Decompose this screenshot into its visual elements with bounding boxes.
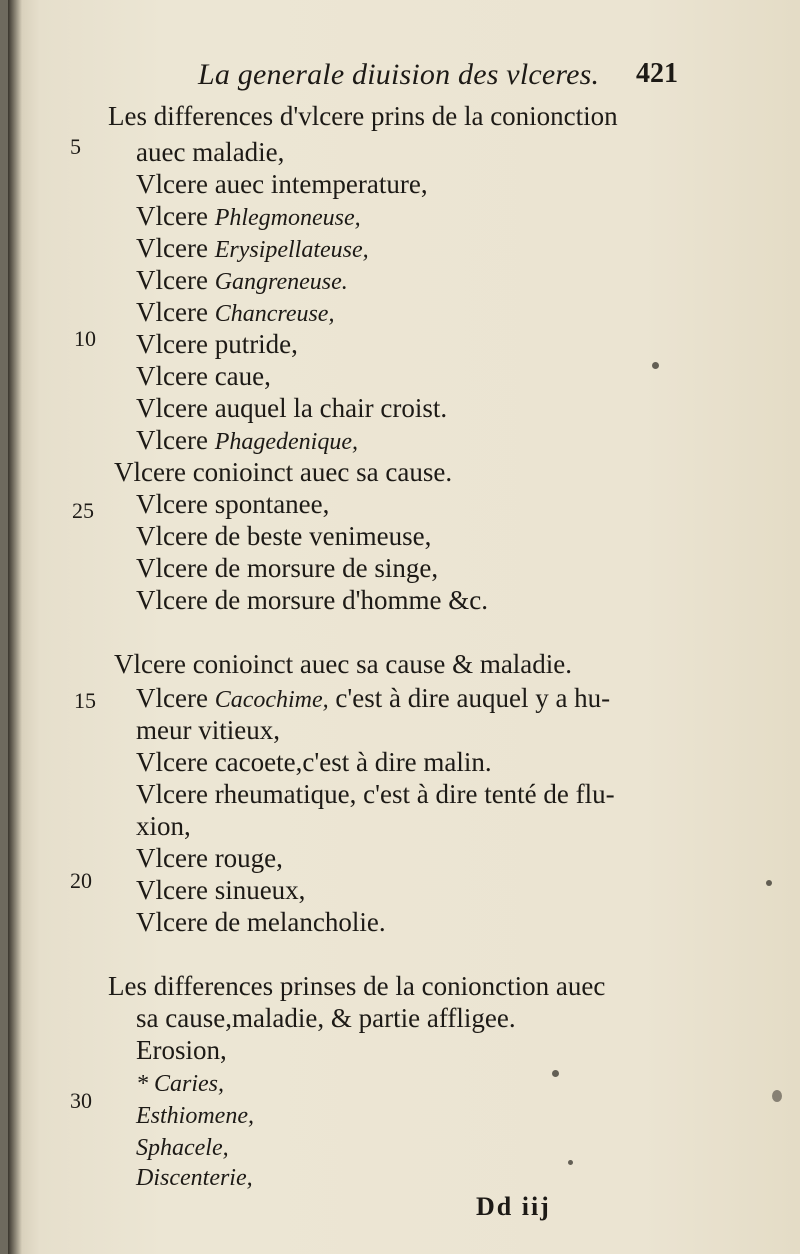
header-title: La generale diuision des vlceres.	[198, 58, 600, 91]
text-line: Vlcere conioinct auec sa cause & maladie.	[114, 649, 573, 679]
text-line: Vlcere caue,	[136, 361, 271, 391]
text-line: Discenterie,	[136, 1165, 253, 1191]
ink-spot	[772, 1090, 782, 1102]
text-line: Vlcere de melancholie.	[136, 907, 386, 937]
text-line: Vlcere auquel la chair croist.	[136, 393, 448, 423]
text-line: meur vitieux,	[136, 715, 280, 745]
running-header	[198, 58, 678, 98]
text-line: Vlcere Cacochime, c'est à dire auquel y a hu-	[136, 683, 611, 713]
text-line: Vlcere de beste venimeuse,	[136, 521, 432, 551]
text-line: Vlcere Chancreuse,	[136, 297, 335, 327]
text-line: auec maladie,	[136, 137, 285, 167]
text-line: Vlcere de morsure de singe,	[136, 553, 439, 583]
text-line: Vlcere conioinct auec sa cause.	[114, 457, 453, 487]
ink-spot	[766, 880, 772, 886]
page-gutter-shadow	[8, 0, 22, 1254]
text-line: Vlcere Gangreneuse.	[136, 265, 348, 295]
text-line: Vlcere putride,	[136, 329, 298, 359]
ink-spot	[568, 1160, 573, 1165]
text-line: Vlcere spontanee,	[136, 489, 330, 519]
text-line: sa cause,maladie, & partie affligee.	[136, 1003, 516, 1033]
margin-number: 15	[74, 688, 96, 713]
signature-mark: Dd iij	[476, 1192, 551, 1221]
text-line: Vlcere rheumatique, c'est à dire tenté de flu-	[136, 779, 615, 809]
text-line: Les differences d'vlcere prins de la conionction	[108, 101, 618, 131]
text-line: Sphacele,	[136, 1135, 229, 1161]
text-line: Vlcere rouge,	[136, 843, 283, 873]
margin-number: 5	[70, 134, 81, 159]
text-line: Vlcere cacoete,c'est à dire malin.	[136, 747, 492, 777]
margin-number: 30	[70, 1088, 92, 1113]
text-line: Vlcere auec intemperature,	[136, 169, 428, 199]
text-line: * Caries,	[136, 1071, 225, 1097]
text-line: Erosion,	[136, 1035, 227, 1065]
text-line: Vlcere Phagedenique,	[136, 425, 358, 455]
text-line: Vlcere Erysipellateuse,	[136, 233, 369, 263]
book-page	[8, 0, 800, 1254]
text-line: Esthiomene,	[136, 1103, 254, 1129]
text-line: Les differences prinses de la conionction auec	[108, 971, 606, 1001]
ink-spot	[652, 362, 659, 369]
margin-number: 25	[72, 498, 94, 523]
page-number: 421	[636, 58, 678, 89]
margin-number: 20	[70, 868, 92, 893]
text-line: Vlcere de morsure d'homme &c.	[136, 585, 488, 615]
ink-spot	[552, 1070, 559, 1077]
text-line: Vlcere Phlegmoneuse,	[136, 201, 361, 231]
text-line: Vlcere sinueux,	[136, 875, 306, 905]
margin-number: 10	[74, 326, 96, 351]
text-line: xion,	[136, 811, 191, 841]
